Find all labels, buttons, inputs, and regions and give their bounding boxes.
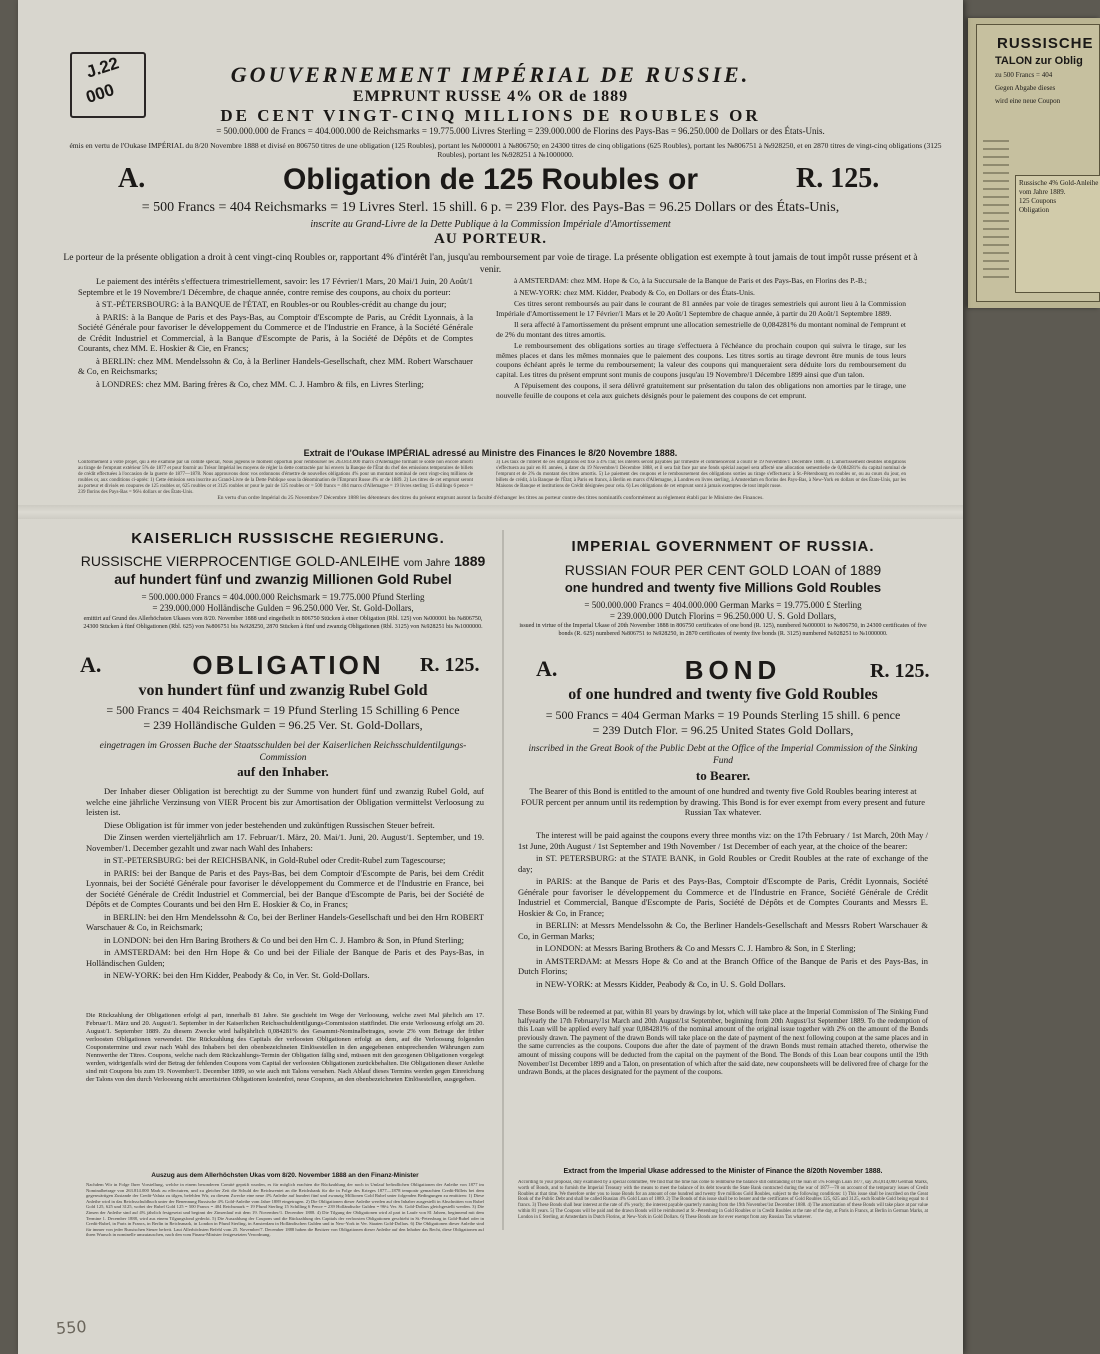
- en-extract-text: According to your proposal, duly examined by a special committee, We find that the time has come to reimburse the balance still outstanding of the loan of 5% Foreign Loan 1877, say 263,814,000 German Marks, worth of Bonds, and to furnish the Imperial Treasury with the means to meet the balance of its debt towards the State Bank contracted during the war of 1877—78 on account of the temporary issues of Credit Roubles at that time. We therefore order you to issue Bonds for an amount of one hundred and twenty five millions Gold Roubles, subject to the following conditions: 1) This issue shall be inscribed on the Great Book of the Public Debt and shall be called Russian 4% Gold Loan of 1889. 2) The Bonds of this issue shall be to bearer and the certificates of Gold Roubles 125, 625 and 3125, each Rouble Gold being equal to 4 francs. 3) These Bonds shall bear interest at the rate of 4% yearly; the interest payable quarterly running from the 19th November/1st December 1888. 4) The amortization of these Bonds will take place at par value within 81 years. 5) The Coupons will be paid and the drawn Bonds will be reimbursed at St.-Petersburg in Gold Roubles or in Credit Roubles at the rate of the day, at Paris in Francs, at Berlin in German Marks, at London in £ Sterling, at Amsterdam in Dutch Florins, at New-York in Gold Dollars. 6) These Bonds are for ever exempt from any Russian Tax whatever.: [518, 1180, 928, 1220]
- talon-line: zu 500 Francs = 404: [995, 71, 1053, 79]
- de-auszug-heading: Auszug aus dem Allerhöchsten Ukas vom 8/20. November 1888 an den Finanz-Minister: [151, 1172, 419, 1179]
- talon-line: wird eine neue Coupon: [995, 97, 1061, 105]
- de-paragraph: in AMSTERDAM: bei den Hrn Hope & Co und bei der Filiale der Banque de Paris et des Pays-Bas, in Holländischen Gulden;: [86, 947, 484, 968]
- en-series: A.: [536, 656, 558, 681]
- en-paragraph: in BERLIN: at Messrs Mendelssohn & Co, the Berliner Handels-Gesellschaft and Messrs Robert Warschauer & Co, in German Marks;: [518, 920, 928, 941]
- fr-paragraph: à AMSTERDAM: chez MM. Hope & Co, à la Succursale de la Banque de Paris et des Pays-Bas, en Florins des P.-B.;: [514, 276, 867, 285]
- fr-extrait-right: 3) Les taux de l'intérêt de ces obligations est fixé à 4% l'an; les intérêts seront payables par trimestre et commenceront à courir le 19 Novembre/1 Décembre 1888. 4) L'amortissement desdites obligations s'effectuera au pair en 81 années, à dater du 19 Novembre/1 Décembre 1888, et il sera fait face par une fonds spécial auquel sera affecté une allocation semestrielle de 0,084281% du capital nominal de l'emprunt et de 2% du montant des titres amortis. 5) Le paiement des coupons et le remboursement des obligations sorties au tirage s'effectuera: à St.-Pétersbourg en roubles or, ou au cours du jour, en billets de crédit, à la Banque de l'État; à Paris en francs, à Berlin en marcs d'Allemagne, à Londres en livres sterling, à Amsterdam en florins des Pays-Bas, à New-York en dollars or des États-Unis, par les Maisons de Banque et institutions de Crédit désignées pour cela. 6) Les obligations de cet emprunt sont à jamais exemptes de tout impôt russe.: [496, 460, 906, 489]
- fr-paragraph: à ST.-PÉTERSBOURG: à la BANQUE de l'ÉTAT, en Roubles-or ou Roubles-crédit au change du jour;: [96, 299, 447, 309]
- de-paragraph: in PARIS: bei der Banque de Paris et des Pays-Bas, bei dem Comptoir d'Escompte de Paris, bei dem Crédit Lyonnais, bei der Société Générale pour favoriser le développement du Commerce et de l'Industrie en France, bei der Société Générale de Crédit Industriel et Commercial, bei der Banque d'Escompte de Paris, bei der Société de Dépôts et de Comptes Courants und bei den Hrn E. Hoskier & Co, in Francs;: [86, 867, 484, 909]
- de-eq-1: = 500 Francs = 404 Reichsmark = 19 Pfund Sterling 15 Schilling 6 Pence: [106, 703, 460, 717]
- bond-sheet: [18, 0, 963, 1354]
- de-anleihe: RUSSISCHE VIERPROCENTIGE GOLD-ANLEIHE: [80, 553, 400, 569]
- de-small-print: Die Rückzahlung der Obligationen erfolgt al pari, innerhalb 81 Jahre. Sie geschieht im Wege der Verloosung, welche zwei Mal jährlich am 17. Februar/1. März und 20. August/1. September in der Kaiserlichen Reichsschuldentilgungs-Commission stattfindet. Die erste Verloosung erfolgt am 20. August/1. September 1889. Zu diesem Zwecke wird halbjährlich 0,084281% des Gesammt-Nominalbetrages, sowie 2% vom Betrage der früher verloosten Obligationen verwendet. Die Rückzahlung des Capitals der verloosten Obligationen erfolgt an dem, auf die Verloosung folgenden Couponstermine und zwar nach Wahl des Inhabers bei den obenbezeichneten Einlösestellen in den angegebenen entsprechenden Währungen zum Nennwerthe der Titres. Coupons, welche nach dem Rückzahlungs-Termin der Obligation fällig sind, müssen mit den gezogenen Obligationen vorgelegt werden, widrigenfalls wird der Betrag der fehlenden Coupons vom Capital der verloosten Obligationen zurückbehalten. Die Obligationen dieser Anleihe sind mit Coupons bis zum 19. November/1. December 1899, so wie auch mit Talons versehen. Nach Ablauf dieses Termins werden gegen Einreichung der Talons von den durch Verloosung nicht amortisirten Obligationen kostenfrei, neue Coupons, an den obenbezeichneten Einlösestellen, ausgegeben.: [86, 1012, 484, 1083]
- handwritten-number: 550: [55, 1316, 88, 1339]
- de-paragraph: in NEW-YORK: bei den Hrn Kidder, Peabody & Co, in Ver. St. Gold-Dollars.: [104, 970, 370, 980]
- en-heading: BOND: [684, 655, 782, 685]
- fr-title: GOUVERNEMENT IMPÉRIAL DE RUSSIE.: [230, 62, 751, 87]
- fr-ordre: En vertu d'un ordre Impérial du 25 Novembre/7 Décembre 1888 les détenteurs des titres du présent emprunt auront la faculté d'échanger les titres au porteur contre des titres nominatifs conformément au règlement établi par le Ministre des Finances.: [217, 495, 764, 501]
- de-equiv-2: = 239.000.000 Holländische Gulden = 96.250.000 Ver. St. Gold-Dollars,: [152, 603, 414, 613]
- fr-extrait-heading: Extrait de l'Oukase IMPÉRIAL adressé au Ministre des Finances le 8/20 Novembre 1888.: [303, 448, 678, 458]
- talon-coupon-sheet: [968, 18, 1100, 308]
- fr-paragraph: Ces titres seront remboursés au pair dans le courant de 81 années par voie de tirages semestriels qui auront lieu à la Commission Impériale d'Amortissement le 17 Février/1 Mars et le 20 Août/1 Septembre de chaque année, à partir du 20 Août/1 Septembre 1889.: [496, 299, 906, 318]
- en-paragraph: in LONDON: at Messrs Baring Brothers & Co and Messrs C. J. Hambro & Son, in £ Sterling;: [536, 943, 856, 953]
- de-paragraph: Der Inhaber dieser Obligation ist berechtigt zu der Summe von hundert fünf und zwanzig Rubel Gold, auf welche eine jährliche Verzinsung von VIER Procent bis zur Amortisation der Obligation vermittelst Verloosung zu leisten ist.: [86, 786, 484, 817]
- fr-eq: = 500 Francs = 404 Reichsmarks = 19 Livres Sterl. 15 shill. 6 p. = 239 Flor. des Pays-Bas = 96.25 Dollars or des États-Unis,: [141, 200, 840, 215]
- fr-cent-millions: DE CENT VINGT-CINQ MILLIONS DE ROUBLES OR: [220, 106, 761, 125]
- de-paragraph: in BERLIN: bei den Hrn Mendelssohn & Co, bei der Berliner Handels-Gesellschaft und bei den Hrn ROBERT Warschauer & Co, in Reichsmark;: [86, 911, 484, 932]
- vertical-fold: [502, 530, 504, 1230]
- fr-paragraph: à PARIS: à la Banque de Paris et des Pays-Bas, au Comptoir d'Escompte de Paris, au Crédit Lyonnais, à la Société Générale pour favoriser le développement du Commerce et de l'Industrie en France, à la Société Générale de Crédit Industriel et Commercial, à la Banque d'Escompte de Paris, à la Société de Dépôts et de Comptes Courants, chez MM. E. Hoskier & Cie, en Francs;: [78, 311, 473, 353]
- en-equiv-2: = 239.000.000 Dutch Florins = 96.250.000 U. S. Gold Dollars,: [609, 611, 837, 621]
- de-equiv-1: = 500.000.000 Francs = 404.000.000 Reichsmark = 19.775.000 Pfund Sterling: [141, 592, 425, 602]
- de-paragraph: Diese Obligation ist für immer von jeder bestehenden und zukünftigen Russischen Steuer befreit.: [104, 819, 435, 830]
- talon-hatch: [983, 140, 1009, 280]
- talon-cell-line: Russische 4% Gold-Anleihe: [1019, 179, 1099, 187]
- de-anleihe-line: [78, 553, 488, 569]
- fr-left-column: [78, 276, 473, 391]
- en-paragraph: in ST. PETERSBURG: at the STATE BANK, in Gold Roubles or Credit Roubles at the rate of exchange of the day;: [518, 853, 928, 874]
- de-value: R. 125.: [420, 654, 480, 676]
- talon-cell-line: vom Jahre 1889.: [1019, 188, 1066, 196]
- de-heading: OBLIGATION: [192, 650, 384, 680]
- de-paragraph: in LONDON: bei den Hrn Baring Brothers & Co und bei den Hrn C. J. Hambro & Son, in Pfund Sterling;: [104, 934, 465, 945]
- talon-line: Gegen Abgabe dieses: [995, 84, 1056, 92]
- en-bearer: to Bearer.: [695, 768, 751, 783]
- en-value: R. 125.: [870, 660, 930, 682]
- de-year: 1889: [454, 553, 486, 569]
- fr-paragraph: Le remboursement des obligations sorties au tirage s'effectuera à l'échéance du prochain coupon qui suivra le tirage, sur les mêmes places et dans les mêmes monnaies que le paiement des coupons. Les titres sortis au tirage devront être munis de tous leurs coupons échéant après le terme du remboursement; la valeur des coupons qui manqueraient sera déduite lors du remboursement du capital. Les titres du présent emprunt sont munis de coupons jusqu'au 19 Novembre/1 Décembre 1899 ainsi que d'un talon.: [496, 341, 906, 379]
- talon-cell-line: Obligation: [1019, 206, 1049, 214]
- en-inscribed: inscribed in the Great Book of the Public Debt at the Office of the Imperial Commission of the Sinking Fund: [528, 744, 918, 766]
- en-small-print: These Bonds will be redeemed at par, within 81 years by drawings by lot, which will take place at the Imperial Commission of The Sinking Fund halfyearly the 17th February/1st March and 20th August/1st September, beginning from 20th August/1st September 1889. To the redemption of this Loan will be applied every half year 0,084281% of the nominal amount of the original issue together with 2% on the amount of the Bonds previously drawn. The payment of the drawn Bonds will take place on the date of payment of the next following coupon at the same places and in the same currencies as the coupons. Coupons due after the date of payment of the drawn Bonds must remain attached thereto, otherwise the amount of missing coupons will be deducted from the capital on the payment of the Bond. The Bonds of this Loan bear coupons until the 19th November/1st December 1899 and a Talon, on presentation of which after the said date, new couponsheets will be delivered free of charge for the undrawn Bonds, at the places designated for the payment of the coupons.: [518, 1008, 928, 1077]
- talon-cell-line: 125 Coupons: [1019, 197, 1057, 205]
- de-paragraph: in ST.-PETERSBURG: bei der REICHSBANK, in Gold-Rubel oder Credit-Rubel zum Tagescourse;: [104, 855, 446, 865]
- en-equiv-1: = 500.000.000 Francs = 404.000.000 German Marks = 19.775.000 £ Sterling: [584, 600, 862, 610]
- talon-title: RUSSISCHE: [997, 35, 1094, 52]
- fr-inscrite: inscrite au Grand-Livre de la Dette Publique à la Commission Impériale d'Amortissement: [310, 219, 671, 230]
- fr-paragraph: à LONDRES: chez MM. Baring frères & Co, chez MM. C. J. Hambro & fils, en Livres Sterling;: [96, 378, 424, 389]
- fr-paragraph: à BERLIN: chez MM. Mendelssohn & Co, à la Berliner Handels-Gesellschaft, chez MM. Robert Warschauer & Co, en Reichsmarks;: [78, 355, 473, 376]
- en-body: [518, 830, 928, 991]
- de-series: A.: [80, 652, 102, 677]
- talon-cell: [1015, 175, 1100, 293]
- de-emitted: emittirt auf Grund des Allerhöchsten Ukases vom 8/20. November 1888 und eingetheilt in 806750 Stücken à einer Obligation (Rbl. 125) von №000001 bis №806750, 24300 Stücken à fünf Obligationen (Rbl. 625) von №806751 bis №928250, 2870 Stücken à fünf und zwanzig Obligationen (Rbl. 3125) von №928251 bis №1000000.: [83, 616, 483, 630]
- fr-paragraph: à NEW-YORK: chez MM. Kidder, Peabody & Co, en Dollars or des États-Unis.: [514, 287, 755, 297]
- de-jahr: vom Jahre: [403, 558, 451, 569]
- fr-paragraph: Il sera affecté à l'amortissement du présent emprunt une allocation semestrielle de 0,084281% du montant nominal de l'emprunt et de 2% du montant des titres amortis.: [496, 320, 906, 339]
- de-title: KAISERLICH RUSSISCHE REGIERUNG.: [131, 530, 445, 547]
- horizontal-fold: [18, 505, 963, 519]
- en-eq-2: = 239 Dutch Flor. = 96.25 United States Gold Dollars,: [592, 723, 854, 737]
- de-body: [86, 786, 484, 983]
- fr-emis: émis en vertu de l'Oukase IMPÉRIAL du 8/20 Novembre 1888 et divisé en 806750 titres de une obligation (125 Roubles), portant les №000001 à №806750; en 24300 titres de cinq obligations (625 Roubles), portant les №806751 à №928250, et en 2870 titres de vingt-cinq obligations (3125 Roubles), portant les №928251 à №1000000.: [69, 141, 942, 159]
- fr-porteur: AU PORTEUR.: [434, 231, 547, 247]
- en-title: IMPERIAL GOVERNMENT OF RUSSIA.: [571, 538, 875, 555]
- de-sub: auf hundert fünf und zwanzig Millionen Gold Rubel: [114, 571, 452, 587]
- de-inhaber: auf den Inhaber.: [237, 764, 329, 779]
- de-paragraph: Die Zinsen werden vierteljährlich am 17. Februar/1. März, 20. Mai/1. Juni, 20. August/1. September, und 19. November/1. December gezahlt und zwar nach Wahl des Inhabers:: [86, 832, 484, 853]
- stamp-line-1: J.22: [83, 53, 122, 82]
- fr-extrait-left: Conformément à votre projet, qui a été examiné par un comité spécial, Nous jugeons le moment opportun pour rembourser les 263.814.000 marcs d'Allemagne formant le solde non encore amorti au tirage de l'emprunt extérieur 5% de 1877 et pour fournir au Trésor Impérial les moyens de régler la dette contractée par lui envers la Banque de l'État du chef des emissions temporaires de billets de crédit effectuées à l'occasion de la guerre de 1877—1878. Nous approuvons donc vos ordonnons d'émettre de nouvelles obligations 4% pour un montant nominal de cent vingt-cinq millions de roubles or, aux conditions ci-après: 1) Cette émission sera inscrite au Grand-Livre de la Dette Publique sous la dénomination de l'Emprunt Russe 4% or de 1889. 2) Les titres de cet emprunt seront au porteur et divisés en coupures de 125 roubles or, 625 roubles or et 3125 roubles or pour le pair de 125 roubles or = 500 francs = 404 marcs d'Allemagne = 19 livres sterling 15 shillings 6 pence = 239 florins des Pays-Bas = 96¼ dollars or des États-Unis.: [78, 460, 473, 494]
- de-eingetragen: eingetragen im Grossen Buche der Staatsschulden bei der Kaiserlichen Reichsschuldentilgungs-Commission: [99, 741, 467, 763]
- en-sub: one hundred and twenty five Millions Gold Roubles: [564, 580, 882, 595]
- fr-series: A.: [118, 163, 146, 194]
- stamp-line-2: 000: [83, 80, 117, 107]
- en-eq-1: = 500 Francs = 404 German Marks = 19 Pounds Sterling 15 shill. 6 pence: [545, 708, 901, 722]
- fr-right-column: [496, 276, 906, 402]
- en-paragraph: in AMSTERDAM: at Messrs Hope & Co and at the Branch Office of the Banque de Paris et des Pays-Bas, in Dutch Florins;: [518, 955, 928, 976]
- en-intro: The Bearer of this Bond is entitled to the amount of one hundred and twenty five Gold Roubles bearing interest at FOUR percent per annum until its redemption by drawing. This Bond is for ever exempt from every present and future Russian Tax whatever.: [521, 786, 925, 817]
- en-paragraph: The interest will be paid against the coupons every three months viz: on the 17th February / 1st March, 20th May / 1st June, 20th August / 1st September and 19th November / 1st December of each year, at the choice of the bearer:: [518, 830, 928, 851]
- en-sub2: of one hundred and twenty five Gold Roubles: [568, 686, 878, 703]
- talon-frame: [976, 24, 1100, 302]
- fr-intro: Le porteur de la présente obligation a droit à cent vingt-cinq Roubles or, rapportant 4% d'intérêt l'an, jusqu'au remboursement par voie de tirage. La présente obligation est exempte à tout jamais de tout impôt russe présent et à venir.: [63, 253, 918, 275]
- en-issued: issued in virtue of the Imperial Ukase of 20th November 1888 in 806750 certificates of one bond (R. 125), numbered №000001 to №806750, in 24300 certificates of five bonds (R. 625) numbered №806751 to №928250, in 2870 certificates of twenty five bonds (R. 3125) numbered №928251 to №1000000.: [519, 623, 927, 637]
- fr-paragraph: A l'épuisement des coupons, il sera délivré gratuitement sur présentation du talon des obligations non amorties par le tirage, une nouvelle feuille de coupons et cela aux guichets désignés pour le paiement des coupons de cet emprunt.: [496, 381, 906, 400]
- de-sub2: von hundert fünf und zwanzig Rubel Gold: [138, 682, 428, 699]
- talon-subtitle: TALON zur Oblig: [995, 55, 1083, 67]
- fr-paragraph: Le paiement des intérêts s'effectuera trimestriellement, savoir: les 17 Février/1 Mars, 20 Mai/1 Juin, 20 Août/1 Septembre et le 19 Novembre/1 Décembre, de chaque année, contre remise des coupons, au choix du porteur:: [78, 276, 473, 297]
- de-eq-2: = 239 Holländische Gulden = 96.25 Ver. St. Gold-Dollars,: [143, 718, 423, 732]
- en-loan: RUSSIAN FOUR PER CENT GOLD LOAN of 1889: [564, 562, 882, 578]
- en-paragraph: in NEW-YORK: at Messrs Kidder, Peabody & Co, in U. S. Gold Dollars.: [536, 978, 786, 989]
- fr-value: R. 125.: [796, 163, 880, 194]
- fr-equivalence: = 500.000.000 de Francs = 404.000.000 de Reichsmarks = 19.775.000 Livres Sterling = 239.000.000 de Florins des Pays-Bas = 96.250.000 de Dollars or des États-Unis.: [216, 126, 825, 136]
- en-paragraph: in PARIS: at the Banque de Paris et des Pays-Bas, Comptoir d'Escompte de Paris, Crédit Lyonnais, Société Générale pour favoriser le développement du Commerce et de l'Industrie en France, Société Générale de Crédit Industriel et Commercial, Banque d'Escompte de Paris, Société de Dépôts et de Comptes Courants and Messrs E. Hoskier & Co, in France;: [518, 876, 928, 918]
- de-auszug-text: Nachdem Wir in Folge Ihrer Vorstellung, welche in einem besonderen Comité geprüft wurden, es für möglich erachten die Rückzahlung der noch in Umlauf befindlichen Obligationen der Anleihe von 1877 im Nominalbetrage von 263.814.000 Mark zu effectuiren, und zu gleicher Zeit die Schuld der Reichsrentei an die Reichsbank für die in Folge des Krieges 1877—1878 temporär gemachten Credit-Billets bei dem gegenwärtigen Zustande der Credit-Valuta zu tilgen, befehlen Wir, zu diesem Zwecke eine neue 4% Anleihe auf hundert fünf und zwanzig Millionen Gold Rubel unter folgenden Bedingungen zu emittiren: 1) Diese Anleihe wird in das Reichsschuldbuch unter der Benennung Russische 4% Gold-Anleihe vom Jahre 1889 eingetragen. 2) Die Obligationen dieser Anleihe werden auf den Inhaber ausgestellt in Abschnitten von Rubel Gold 125, 625 und 3125, wobei der Rubel Gold 125 = 500 Francs = 404 Reichsmark = 19 Pfund Sterling 15 Schilling 6 Pence = 239 Holländische Gulden = 96¼ Ver. St. Gold-Dollars gleichgestellt werden. 3) Die Zinsen der Anleihe sind auf 4% jährlich festgesetzt und beginnt der Zinsenlauf mit dem 19. November/1. December 1888. 4) Die Tilgung der Obligationen wird al pari in Laufe von 81 Jahren, beginnend mit dem Termine 1. December 1888, wird aus einem Tilgungsfond gedeckt. 5) Die Auszahlung der Coupons und die Rückzahlung des Capitals der verloosten Obligationen geschieht in St.-Petersburg in Gold-Rubel oder in Credit-Rubel, in Paris in Francs, in Berlin in Reichsmark, in London in Pfund Sterling, in Amsterdam in Holländischen Gulden und in New-York in Ver. Staaten Gold-Dollars. 6) Die Obligationen dieser Anleihe sind für immer von jeder Russischen Steuer befreit. Laut Allerhöchsten Befehl vom 25. November/7. December 1888 haben die Besitzer von Obligationen dieser Anleihe auf den Inhaber das Recht, diese Obligationen auf ihren Wunsch in nominelle umzutauschen, nach den vom Finanz-Minister festgesetzten Verordnung.: [86, 1182, 484, 1238]
- en-extract-heading: Extract from the Imperial Ukase addressed to the Minister of Finance the 8/20th November 1888.: [563, 1168, 883, 1175]
- fr-emprunt: EMPRUNT RUSSE 4% OR de 1889: [352, 88, 629, 105]
- fr-obligation-heading: Obligation de 125 Roubles or: [282, 163, 699, 196]
